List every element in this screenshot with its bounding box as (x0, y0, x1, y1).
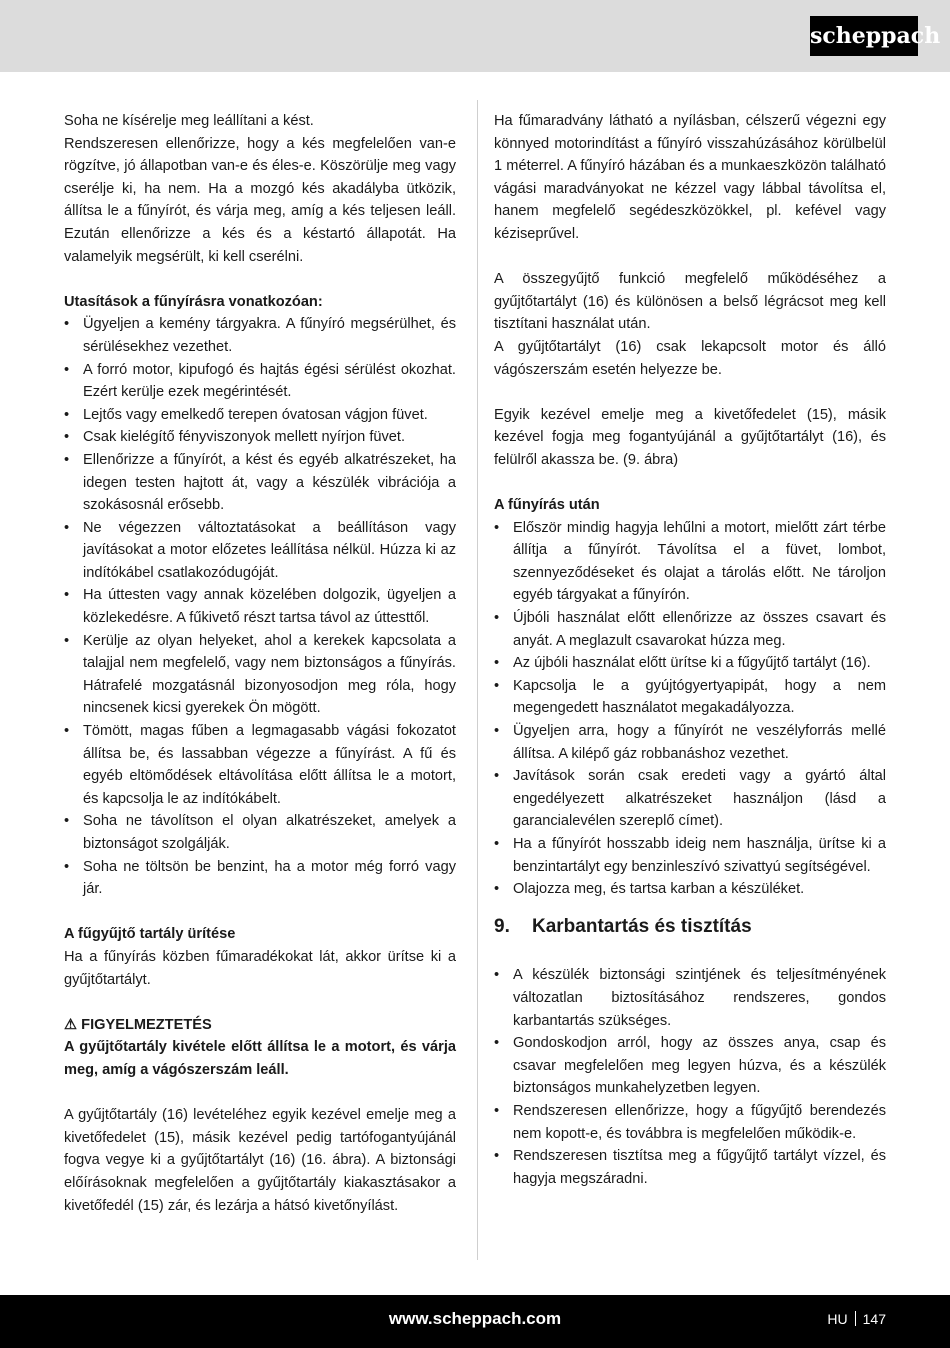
list-item: • Rendszeresen ellenőrizze, hogy a fűgyűjtő berendezés nem kopott-e, és továbbra is megfelelően működik-e. (494, 1100, 886, 1145)
section-heading: A fűgyűjtő tartály ürítése (64, 926, 236, 943)
list-item: • Ügyeljen arra, hogy a fűnyírót ne veszélyforrás mellé állítsa. A kilépő gáz robbanáshoz vezethet. (494, 720, 886, 765)
paragraph: Rendszeresen ellenőrizze, hogy a kés megfelelően van-e rögzítve, jó állapotban van-e és éles-e. Köszörülje meg vagy cserélje ki, ha nem. Ha a mozgó kés akadályba ütközik, állítsa le a fűnyírót, és várja meg, amíg a kés teljesen leáll. Ezután ellenőrizze a kés és a késtartó állapotát. Ha valamelyik megsérült, ki kell cserélni. (64, 135, 456, 265)
paragraph: A gyűjtőtartály (16) levételéhez egyik kezével emelje meg a kivetőfedelet (15), másik kezével pedig tartófogantyújánál fogva vegye ki a gyűjtőtartályt (16) (16. ábra). A biztonsági előírásoknak megfelelően a gyűjtőtartály kiakasztásakor a kivetőfedél (15) zár, és lezárja a hátsó kivetőnyílást. (64, 1107, 456, 1214)
paragraph: Egyik kezével emelje meg a kivetőfedelet (15), másik kezével fogja meg fogantyújánál a gyűjtőtartályt (16), és felülről akassza be. (9. ábra) (494, 406, 886, 468)
list-item: • Először mindig hagyja lehűlni a motort, mielőtt zárt térbe állítja a fűnyírót. Távolítsa el a füvet, lombot, szennyeződéseket és olajat a tárolás előtt. Ne tároljon egyéb tárgyakat a fűnyírón. (494, 517, 886, 607)
list-item: • Ügyeljen a kemény tárgyakra. A fűnyíró megsérülhet, és sérülésekhez vezethet. (64, 313, 456, 358)
brand-logo: scheppach (810, 16, 918, 56)
after-mowing-list (494, 517, 886, 901)
chapter-number: 9. (494, 915, 510, 937)
list-item: • Tömött, magas fűben a legmagasabb vágási fokozatot állítsa be, és lassabban végezze a fűnyírást. A fű és egyéb eltömődések eltávolítása előtt állítsa le a motort, és kapcsolja le az indítókábelt. (64, 720, 456, 810)
paragraph: A gyűjtőtartályt (16) csak lekapcsolt motor és álló vágószerszám esetén helyezze be. (494, 338, 886, 378)
right-column (494, 110, 886, 1190)
footer-bar (0, 1295, 950, 1348)
maintenance-list (494, 964, 886, 1190)
website-link[interactable]: www.scheppach.com (388, 1309, 562, 1328)
list-item: • Ha úttesten vagy annak közelében dolgozik, ügyeljen a közlekedésre. A fűkivető részt tartsa távol az úttesttől. (64, 584, 456, 629)
page-indicator (827, 1311, 886, 1327)
list-item: • Ellenőrizze a fűnyírót, a kést és egyéb alkatrészeket, ha idegen testen hajtott át, vagy a készülék vibrációja a szokásosnál erősebb. (64, 449, 456, 517)
page-number: 147 (862, 1311, 886, 1327)
warning-title: FIGYELMEZTETÉS (81, 1016, 212, 1033)
paragraph: Soha ne kísérelje meg leállítani a kést. (64, 113, 314, 129)
list-item: • Lejtős vagy emelkedő terepen óvatosan vágjon füvet. (64, 404, 456, 427)
list-item: • Soha ne töltsön be benzint, ha a motor még forró vagy jár. (64, 856, 456, 901)
list-item: • Újbóli használat előtt ellenőrizze az összes csavart és anyát. A meglazult csavarokat húzza meg. (494, 607, 886, 652)
instructions-list (64, 313, 456, 900)
list-item: • Az újbóli használat előtt ürítse ki a fűgyűjtő tartályt (16). (494, 652, 886, 675)
header-bar (0, 0, 950, 72)
list-item: • Csak kielégítő fényviszonyok mellett nyírjon füvet. (64, 426, 456, 449)
list-item: • Gondoskodjon arról, hogy az összes anya, csap és csavar megfelelően meg legyen húzva, és a készülék biztonságos munkahelyzetben legyen. (494, 1032, 886, 1100)
list-item: • Kapcsolja le a gyújtógyertyapipát, hogy a nem megengedett használatot megakadályozza. (494, 675, 886, 720)
paragraph: A összegyűjtő funkció megfelelő működéséhez a gyűjtőtartályt (16) és különösen a belső légrácsot meg kell tisztítani használat után. (494, 271, 886, 333)
list-item: • A forró motor, kipufogó és hajtás égési sérülést okozhat. Ezért kerülje ezek megérintését. (64, 359, 456, 404)
warning-heading (64, 1014, 456, 1037)
warning-icon: ⚠ (64, 1016, 78, 1033)
list-item: • A készülék biztonsági szintjének és teljesítményének változatlan biztosításához rendszeres, gondos karbantartás szükséges. (494, 964, 886, 1032)
paragraph: Ha fűmaradvány látható a nyílásban, célszerű végezni egy könnyed motorindítást a fűnyíró visszahúzásához körülbelül 1 méterrel. A fűnyíró házában és a munkaeszközön található vágási maradványokat ne kézzel vagy lábbal távolítsa el, hanem megfelelő segédeszközökkel, pl. kefével vagy kéziseprűvel. (494, 113, 886, 242)
language-code: HU (827, 1311, 848, 1327)
list-item: • Ha a fűnyírót hosszabb ideig nem használja, ürítse ki a benzintartályt egy benzinleszívó szivattyú segítségével. (494, 833, 886, 878)
chapter-heading (494, 912, 886, 942)
list-item: • Kerülje az olyan helyeket, ahol a kerekek kapcsolata a talajjal nem megfelelő, vagy nem biztonságos a fűnyírás. Hátrafelé mozgatásnál bizonyosodjon meg róla, hogy nincsenek kicsi gyerekek Ön mögött. (64, 630, 456, 720)
column-divider (477, 100, 478, 1260)
section-heading: Utasítások a fűnyírásra vonatkozóan: (64, 293, 323, 310)
paragraph: Ha a fűnyírás közben fűmaradékokat lát, akkor ürítse ki a gyűjtőtartályt. (64, 948, 456, 988)
list-item: • Ne végezzen változtatásokat a beállításon vagy javításokat a motor előzetes leállítása nélkül. Húzza ki az indítókábel csatlakozódugóját. (64, 517, 456, 585)
list-item: • Soha ne távolítson el olyan alkatrészeket, amelyek a biztonságot szolgálják. (64, 810, 456, 855)
chapter-title: Karbantartás és tisztítás (532, 915, 752, 937)
list-item: • Rendszeresen tisztítsa meg a fűgyűjtő tartályt vízzel, és hagyja megszáradni. (494, 1145, 886, 1190)
warning-text: A gyűjtőtartály kivétele előtt állítsa le a motort, és várja meg, amíg a vágószerszám leáll. (64, 1039, 456, 1078)
list-item: • Olajozza meg, és tartsa karban a készüléket. (494, 878, 886, 901)
left-column (64, 110, 456, 1217)
section-heading: A fűnyírás után (494, 497, 600, 514)
list-item: • Javítások során csak eredeti vagy a gyártó által engedélyezett alkatrészeket használjon (lásd a garancialevélen szereplő címet). (494, 765, 886, 833)
